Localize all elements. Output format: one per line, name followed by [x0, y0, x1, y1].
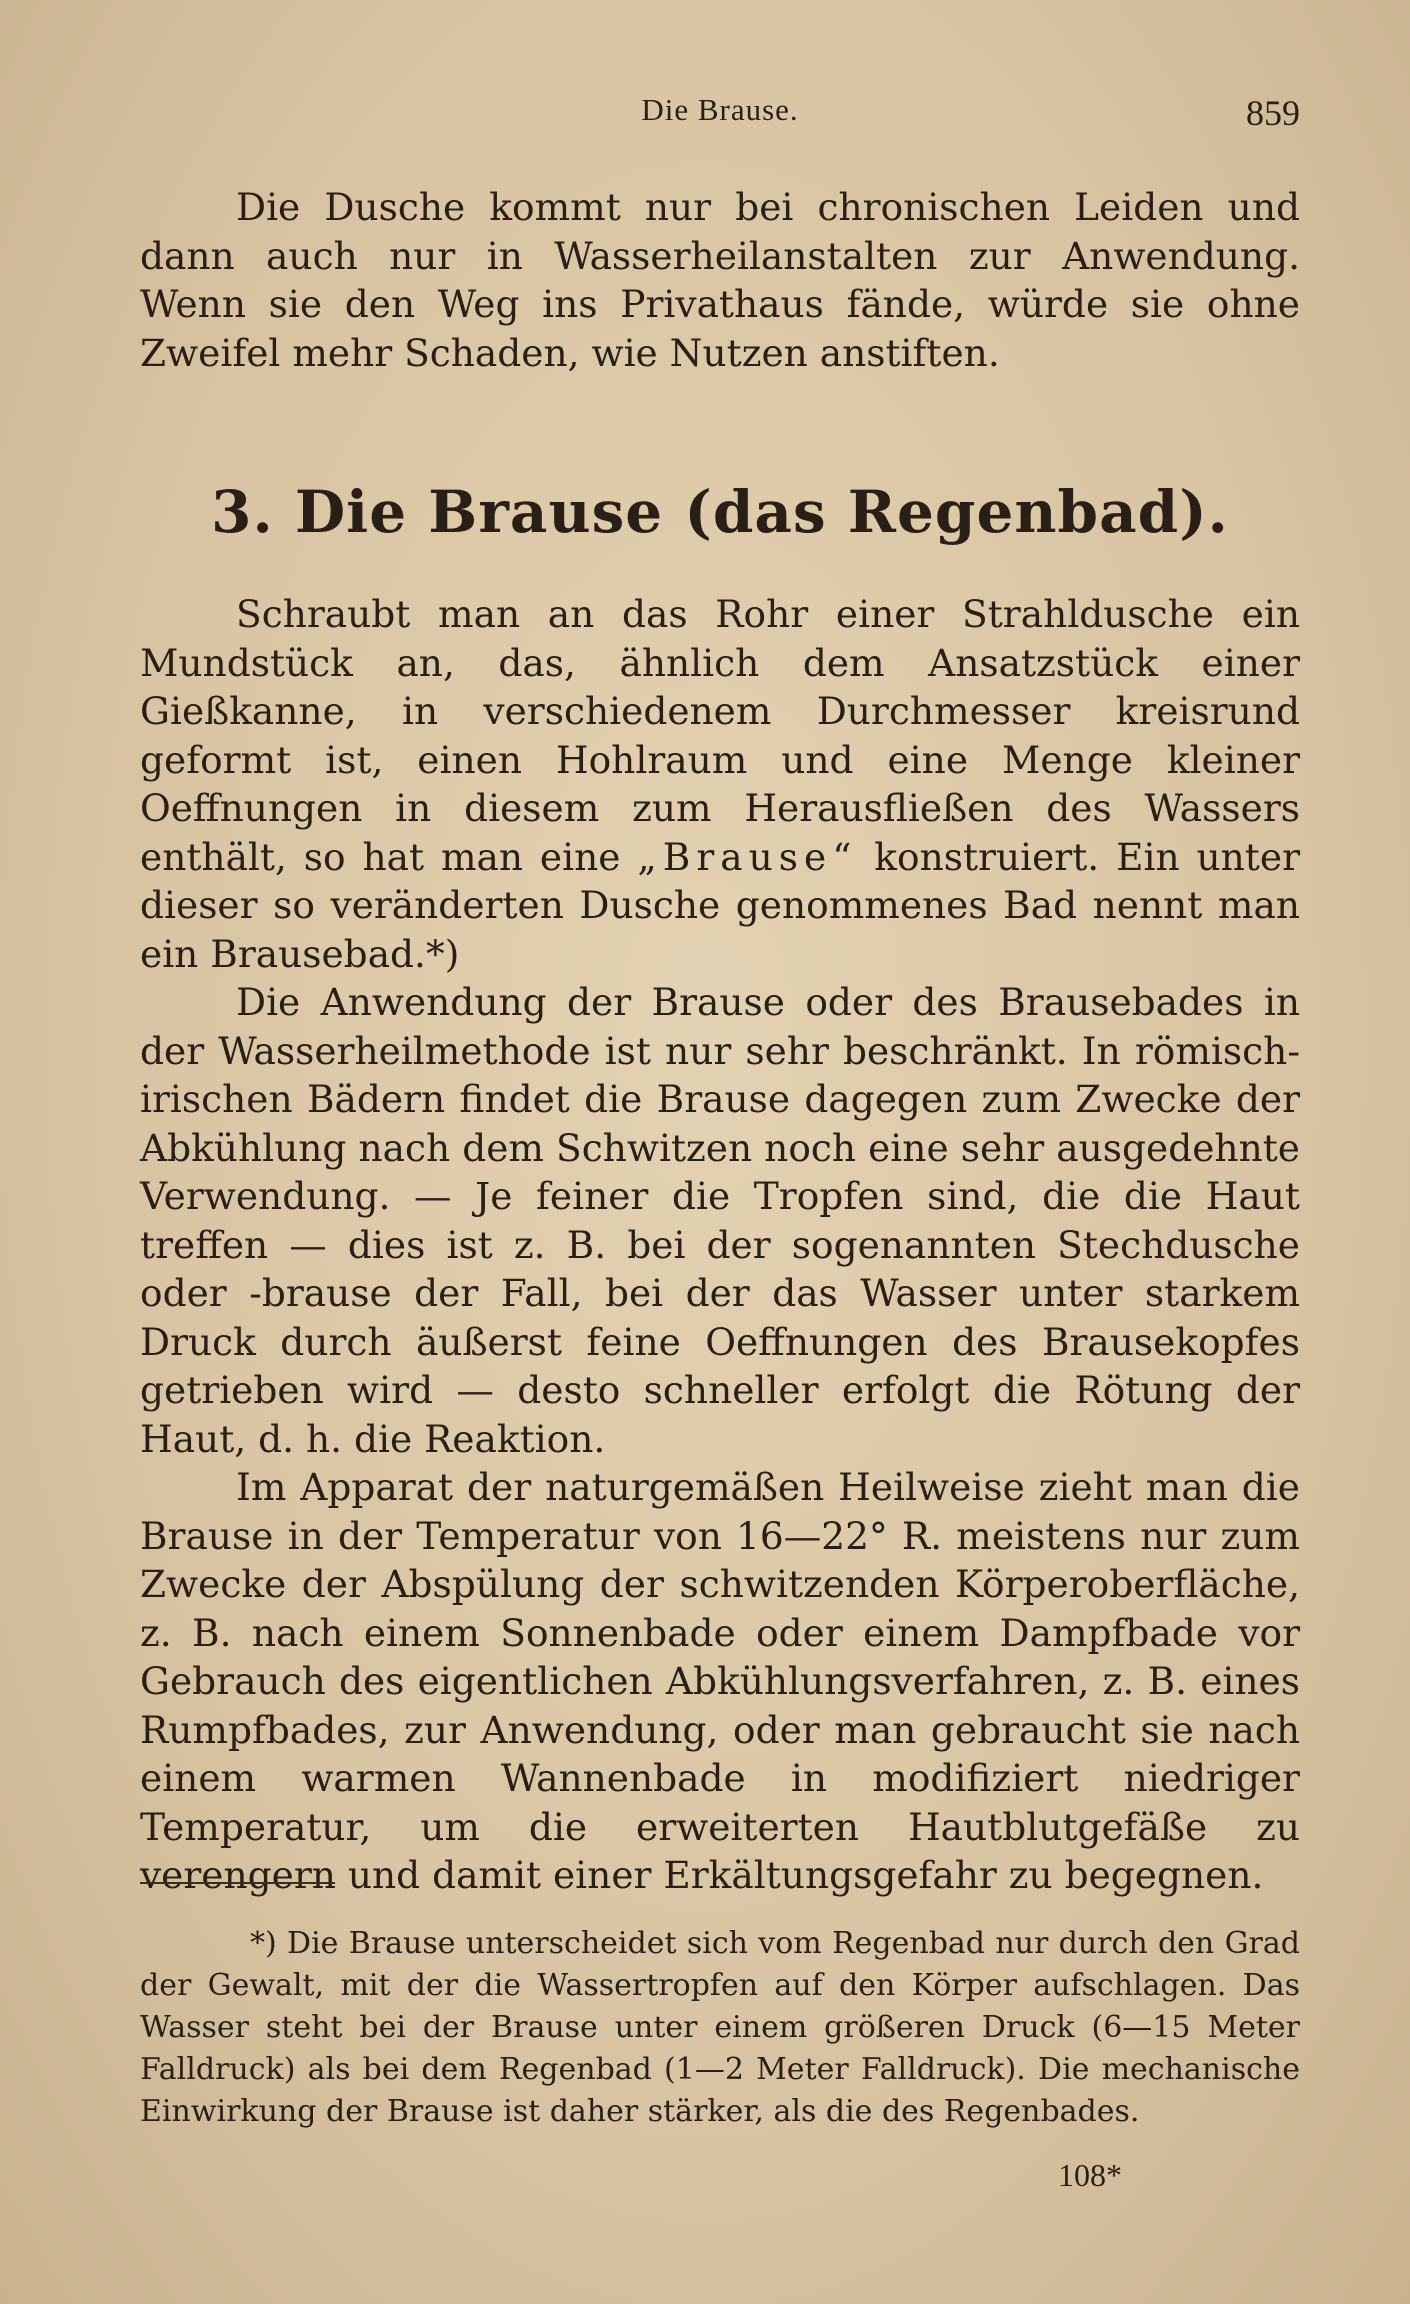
page-header	[140, 92, 1300, 142]
running-title: Die Brause.	[641, 92, 799, 127]
brause-term: „Brause“	[637, 834, 858, 879]
printer-signature: 108*	[1058, 2157, 1122, 2193]
section-body	[140, 590, 1300, 1900]
section-heading: 3. Die Brause (das Regenbad).	[211, 478, 1229, 546]
footnote	[140, 1923, 1300, 2133]
paragraph-1-part-2: konstruiert. Ein unter dieser so veränderten Dusche genommenes Bad nennt man ein Brausebad.*)	[140, 834, 1300, 976]
section-paragraph-1	[140, 590, 1300, 978]
intro-paragraph: Die Dusche kommt nur bei chronischen Leiden und dann auch nur in Wasserheilanstalten zur Anwendung. Wenn sie den Weg ins Privathaus fände, würde sie ohne Zweifel mehr Schaden, wie Nutzen anstiften.	[140, 185, 1300, 375]
section-paragraph-2: Die Anwendung der Brause oder des Brausebades in der Wasserheilmethode ist nur sehr beschränkt. In römisch-irischen Bädern findet die Brause dagegen zum Zwecke der Abkühlung nach dem Schwitzen noch eine sehr ausgedehnte Verwendung. — Je feiner die Tropfen sind, die die Haut treffen — dies ist z. B. bei der sogenannten Stechdusche oder -brause der Fall, bei der das Wasser unter starkem Druck durch äußerst feine Oeffnungen des Brausekopfes getrieben wird — desto schneller erfolgt die Rötung der Haut, d. h. die Reaktion.	[140, 980, 1300, 1461]
footnote-divider	[140, 1882, 335, 1884]
footnote-text: *) Die Brause unterscheidet sich vom Regenbad nur durch den Grad der Gewalt, mit der die Wassertropfen auf den Körper aufschlagen. Das Wasser steht bei der Brause unter einem größeren Druck (6—15 Meter Falldruck) als bei dem Regenbad (1—2 Meter Falldruck). Die mechanische Einwirkung der Brause ist daher stärker, als die des Regenbades.	[140, 1926, 1300, 2129]
intro-text	[140, 183, 1300, 377]
section-paragraph-3: Im Apparat der naturgemäßen Heilweise zieht man die Brause in der Temperatur von 16—22° R. meistens nur zum Zwecke der Abspülung der schwitzenden Körperoberfläche, z. B. nach einem Sonnenbade oder einem Dampfbade vor Gebrauch des eigentlichen Abkühlungsverfahren, z. B. eines Rumpfbades, zur Anwendung, oder man gebraucht sie nach einem warmen Wannenbade in modifiziert niedriger Temperatur, um die erweiterten Hautblutgefäße zu verengern und damit einer Erkältungsgefahr zu begegnen.	[140, 1465, 1300, 1897]
paragraph-1-part-1: Schraubt man an das Rohr einer Strahldusche ein Mundstück an, das, ähnlich dem Ansatzstück einer Gießkanne, in verschiedenem Durchmesser kreisrund geformt ist, einen Hohlraum und eine Menge kleiner Oeffnungen in diesem zum Herausfließen des Wassers enthält, so hat man eine	[140, 592, 1300, 879]
page-number: 859	[1246, 93, 1300, 133]
